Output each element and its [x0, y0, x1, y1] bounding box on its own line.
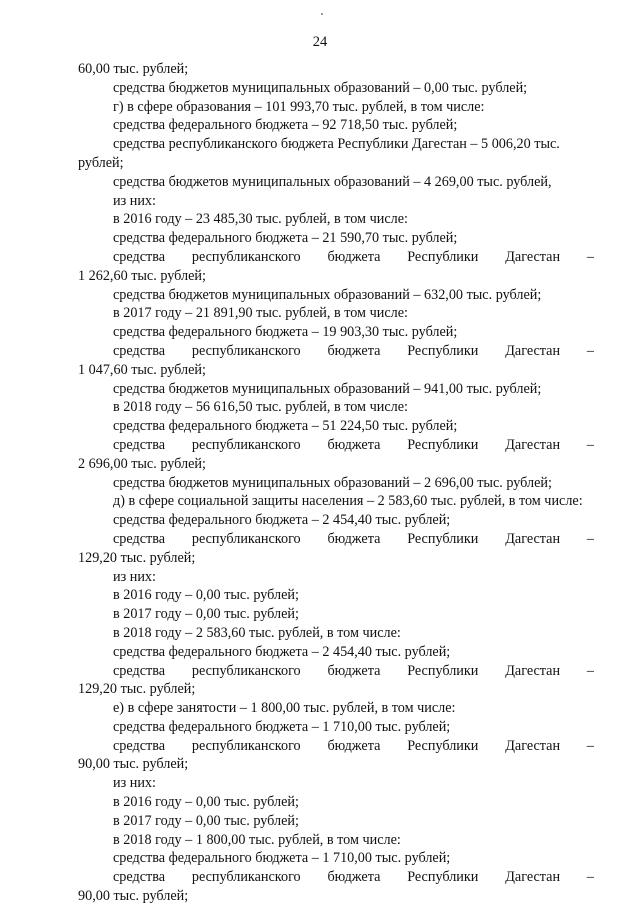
- scan-speck: [321, 13, 323, 15]
- indented-text-line: в 2017 году – 0,00 тыс. рублей;: [113, 606, 299, 623]
- indented-text-line: средства бюджетов муниципальных образований – 0,00 тыс. рублей;: [113, 79, 528, 96]
- word: Дагестан: [505, 248, 561, 265]
- text-line: 129,20 тыс. рублей;: [78, 549, 196, 566]
- indented-text-line: средства бюджетов муниципальных образований – 4 269,00 тыс. рублей,: [113, 173, 552, 190]
- word: средства: [113, 662, 166, 679]
- text-line: 2 696,00 тыс. рублей;: [78, 455, 206, 472]
- justified-text-line: [78, 662, 594, 681]
- justified-text-line: [78, 436, 594, 455]
- indented-text-line: из них:: [113, 568, 156, 585]
- word: Республики: [407, 248, 479, 265]
- word: –: [586, 436, 594, 453]
- indented-text-line: в 2018 году – 56 616,50 тыс. рублей, в том числе:: [113, 399, 408, 416]
- justified-text-line: [78, 737, 594, 756]
- document-body: [78, 60, 594, 906]
- word: –: [586, 530, 594, 547]
- text-line: 1 262,60 тыс. рублей;: [78, 267, 206, 284]
- word: бюджета: [327, 869, 381, 886]
- word: Дагестан: [505, 869, 561, 886]
- indented-text-line: в 2018 году – 2 583,60 тыс. рублей, в том числе:: [113, 624, 401, 641]
- text-line: 1 047,60 тыс. рублей;: [78, 361, 206, 378]
- word: Дагестан: [505, 737, 561, 754]
- justified-text-line: [78, 342, 594, 361]
- word: республиканского: [191, 342, 301, 359]
- word: средства: [113, 248, 166, 265]
- word: –: [586, 248, 594, 265]
- indented-text-line: средства бюджетов муниципальных образований – 2 696,00 тыс. рублей;: [113, 474, 552, 491]
- indented-text-line: средства федерального бюджета – 1 710,00 тыс. рублей;: [113, 718, 451, 735]
- justified-text-line: [78, 868, 594, 887]
- word: –: [586, 662, 594, 679]
- word: Республики: [407, 869, 479, 886]
- indented-text-line: средства федерального бюджета – 1 710,00 тыс. рублей;: [113, 850, 451, 867]
- word: республиканского: [191, 737, 301, 754]
- indented-text-line: в 2017 году – 21 891,90 тыс. рублей, в том числе:: [113, 305, 408, 322]
- word: Дагестан: [505, 342, 561, 359]
- word: –: [586, 869, 594, 886]
- text-line: 90,00 тыс. рублей;: [78, 756, 189, 773]
- indented-text-line: средства бюджетов муниципальных образований – 632,00 тыс. рублей;: [113, 286, 542, 303]
- indented-text-line: средства федерального бюджета – 21 590,70 тыс. рублей;: [113, 230, 458, 247]
- word: республиканского: [191, 662, 301, 679]
- word: республиканского: [191, 530, 301, 547]
- word: средства: [113, 436, 166, 453]
- word: бюджета: [327, 342, 381, 359]
- indented-text-line: е) в сфере занятости – 1 800,00 тыс. рублей, в том числе:: [113, 700, 456, 717]
- text-line: 90,00 тыс. рублей;: [78, 888, 189, 905]
- indented-text-line: в 2017 году – 0,00 тыс. рублей;: [113, 812, 299, 829]
- word: Республики: [407, 737, 479, 754]
- word: Дагестан: [505, 530, 561, 547]
- indented-text-line: в 2016 году – 0,00 тыс. рублей;: [113, 794, 299, 811]
- page-number: 24: [312, 34, 328, 50]
- word: средства: [113, 530, 166, 547]
- word: бюджета: [327, 436, 381, 453]
- indented-text-line: средства федерального бюджета – 2 454,40 тыс. рублей;: [113, 512, 451, 529]
- indented-text-line: средства федерального бюджета – 92 718,50 тыс. рублей;: [113, 117, 458, 134]
- word: бюджета: [327, 737, 381, 754]
- indented-text-line: средства федерального бюджета – 19 903,30 тыс. рублей;: [113, 324, 458, 341]
- indented-text-line: из них:: [113, 192, 156, 209]
- word: средства: [113, 869, 166, 886]
- indented-text-line: г) в сфере образования – 101 993,70 тыс. рублей, в том числе:: [113, 98, 485, 115]
- word: Республики: [407, 342, 479, 359]
- word: республиканского: [191, 869, 301, 886]
- indented-text-line: средства федерального бюджета – 51 224,50 тыс. рублей;: [113, 418, 458, 435]
- word: бюджета: [327, 530, 381, 547]
- word: –: [586, 737, 594, 754]
- word: бюджета: [327, 662, 381, 679]
- word: средства: [113, 737, 166, 754]
- word: Республики: [407, 530, 479, 547]
- word: Республики: [407, 662, 479, 679]
- word: республиканского: [191, 436, 301, 453]
- text-line: рублей;: [78, 154, 124, 171]
- word: Дагестан: [505, 436, 561, 453]
- text-line: 129,20 тыс. рублей;: [78, 681, 196, 698]
- word: республиканского: [191, 248, 301, 265]
- indented-text-line: средства федерального бюджета – 2 454,40 тыс. рублей;: [113, 643, 451, 660]
- indented-text-line: средства республиканского бюджета Республики Дагестан – 5 006,20 тыс.: [113, 136, 560, 153]
- justified-text-line: [78, 530, 594, 549]
- indented-text-line: средства бюджетов муниципальных образований – 941,00 тыс. рублей;: [113, 380, 542, 397]
- text-line: 60,00 тыс. рублей;: [78, 61, 189, 77]
- indented-text-line: в 2018 году – 1 800,00 тыс. рублей, в том числе:: [113, 831, 401, 848]
- justified-text-line: [78, 248, 594, 267]
- word: Дагестан: [505, 662, 561, 679]
- word: –: [586, 342, 594, 359]
- indented-text-line: из них:: [113, 775, 156, 792]
- word: бюджета: [327, 248, 381, 265]
- indented-text-line: д) в сфере социальной защиты населения – 2 583,60 тыс. рублей, в том числе:: [113, 493, 583, 510]
- indented-text-line: в 2016 году – 0,00 тыс. рублей;: [113, 587, 299, 604]
- word: Республики: [407, 436, 479, 453]
- indented-text-line: в 2016 году – 23 485,30 тыс. рублей, в том числе:: [113, 211, 408, 228]
- word: средства: [113, 342, 166, 359]
